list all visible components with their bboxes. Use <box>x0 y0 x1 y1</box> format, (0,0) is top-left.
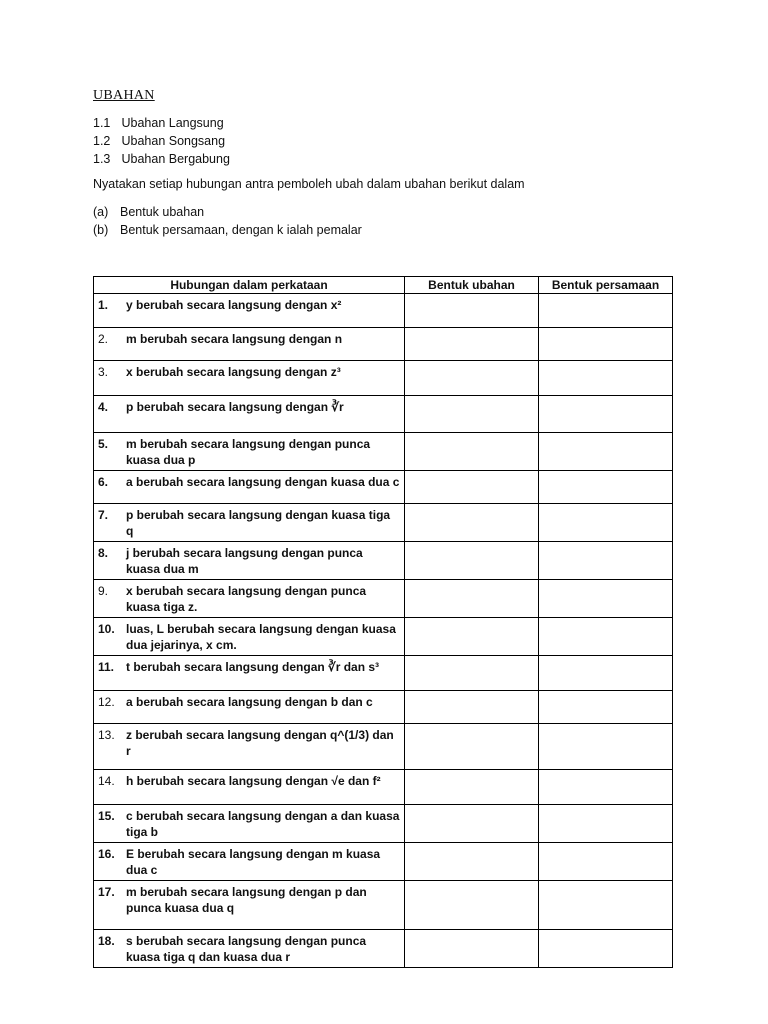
relation-text: x berubah secara langsung dengan z³ <box>126 365 341 379</box>
relation-text: E berubah secara langsung dengan m kuasa dua c <box>126 847 381 877</box>
relation-cell <box>94 471 405 504</box>
relation-cell <box>94 724 405 770</box>
relation-text: h berubah secara langsung dengan √e dan f² <box>126 774 381 788</box>
header-bentuk-persamaan: Bentuk persamaan <box>539 277 673 294</box>
row-number: 7. <box>98 508 109 522</box>
ubahan-cell[interactable] <box>405 471 539 504</box>
table-row <box>94 433 673 471</box>
relation-cell <box>94 656 405 691</box>
table-row <box>94 881 673 930</box>
persamaan-cell[interactable] <box>539 580 673 618</box>
row-number: 10. <box>98 622 115 636</box>
ubahan-cell[interactable] <box>405 618 539 656</box>
persamaan-cell[interactable] <box>539 656 673 691</box>
row-number: 1. <box>98 298 109 312</box>
persamaan-cell[interactable] <box>539 294 673 328</box>
ubahan-cell[interactable] <box>405 724 539 770</box>
ubahan-cell[interactable] <box>405 805 539 843</box>
row-number: 15. <box>98 809 115 823</box>
relation-text: m berubah secara langsung dengan punca kuasa dua p <box>126 437 371 467</box>
relation-cell <box>94 328 405 361</box>
row-number: 9. <box>98 584 109 598</box>
table-row <box>94 542 673 580</box>
ubahan-cell[interactable] <box>405 691 539 724</box>
row-number: 6. <box>98 475 109 489</box>
row-number: 14. <box>98 774 115 788</box>
table-row <box>94 396 673 433</box>
row-number: 8. <box>98 546 109 560</box>
ubahan-cell[interactable] <box>405 328 539 361</box>
relation-cell <box>94 843 405 881</box>
ubahan-cell[interactable] <box>405 542 539 580</box>
relation-text: y berubah secara langsung dengan x² <box>126 298 342 312</box>
relation-cell <box>94 580 405 618</box>
relation-cell <box>94 542 405 580</box>
header-hubungan: Hubungan dalam perkataan <box>94 277 405 294</box>
ubahan-cell[interactable] <box>405 504 539 542</box>
table-row <box>94 361 673 396</box>
relation-text: a berubah secara langsung dengan kuasa dua c <box>126 475 400 489</box>
relation-cell <box>94 396 405 433</box>
parts-list <box>93 203 362 239</box>
row-number: 18. <box>98 934 115 948</box>
relation-text: p berubah secara langsung dengan ∛r <box>126 400 344 414</box>
persamaan-cell[interactable] <box>539 542 673 580</box>
row-number: 17. <box>98 885 115 899</box>
table-row <box>94 770 673 805</box>
topic-item: 1.1 Ubahan Langsung <box>93 116 224 130</box>
relation-cell <box>94 504 405 542</box>
relation-text: a berubah secara langsung dengan b dan c <box>126 695 373 709</box>
row-number: 5. <box>98 437 109 451</box>
relation-cell <box>94 930 405 968</box>
table-row <box>94 294 673 328</box>
table-header-row <box>94 277 673 294</box>
persamaan-cell[interactable] <box>539 471 673 504</box>
relation-text: c berubah secara langsung dengan a dan kuasa tiga b <box>126 809 400 839</box>
relation-cell <box>94 805 405 843</box>
persamaan-cell[interactable] <box>539 396 673 433</box>
row-number: 13. <box>98 728 115 742</box>
page-title: UBAHAN <box>93 88 155 103</box>
relation-text: t berubah secara langsung dengan ∛r dan s³ <box>126 660 380 674</box>
relation-cell <box>94 618 405 656</box>
topic-item: 1.2 Ubahan Songsang <box>93 134 226 148</box>
relation-cell <box>94 691 405 724</box>
persamaan-cell[interactable] <box>539 618 673 656</box>
table-row <box>94 580 673 618</box>
ubahan-cell[interactable] <box>405 843 539 881</box>
header-bentuk-ubahan: Bentuk ubahan <box>405 277 539 294</box>
part-item: (a) Bentuk ubahan <box>93 205 205 219</box>
ubahan-cell[interactable] <box>405 770 539 805</box>
persamaan-cell[interactable] <box>539 881 673 930</box>
relation-text: z berubah secara langsung dengan q^(1/3) dan r <box>126 728 394 758</box>
table-row <box>94 504 673 542</box>
row-number: 3. <box>98 365 109 379</box>
persamaan-cell[interactable] <box>539 328 673 361</box>
persamaan-cell[interactable] <box>539 770 673 805</box>
persamaan-cell[interactable] <box>539 805 673 843</box>
relation-cell <box>94 294 405 328</box>
persamaan-cell[interactable] <box>539 930 673 968</box>
persamaan-cell[interactable] <box>539 433 673 471</box>
table-row <box>94 656 673 691</box>
relation-text: p berubah secara langsung dengan kuasa tiga q <box>126 508 391 538</box>
ubahan-cell[interactable] <box>405 656 539 691</box>
row-number: 12. <box>98 695 115 709</box>
table-row <box>94 930 673 968</box>
topic-item: 1.3 Ubahan Bergabung <box>93 152 230 166</box>
relation-text: luas, L berubah secara langsung dengan kuasa dua jejarinya, x cm. <box>126 622 396 652</box>
table-row <box>94 471 673 504</box>
table-row <box>94 843 673 881</box>
table-row <box>94 724 673 770</box>
row-number: 4. <box>98 400 109 414</box>
ubahan-cell[interactable] <box>405 881 539 930</box>
table-row <box>94 328 673 361</box>
persamaan-cell[interactable] <box>539 361 673 396</box>
relation-cell <box>94 433 405 471</box>
persamaan-cell[interactable] <box>539 724 673 770</box>
table-row <box>94 805 673 843</box>
part-item: (b) Bentuk persamaan, dengan k ialah pemalar <box>93 223 362 237</box>
row-number: 2. <box>98 332 109 346</box>
ubahan-cell[interactable] <box>405 396 539 433</box>
variation-table <box>93 276 673 968</box>
ubahan-cell[interactable] <box>405 294 539 328</box>
relation-cell <box>94 770 405 805</box>
persamaan-cell[interactable] <box>539 691 673 724</box>
ubahan-cell[interactable] <box>405 361 539 396</box>
persamaan-cell[interactable] <box>539 504 673 542</box>
row-number: 16. <box>98 847 115 861</box>
topic-list <box>93 114 230 168</box>
relation-cell <box>94 361 405 396</box>
relation-text: x berubah secara langsung dengan punca kuasa tiga z. <box>126 584 367 614</box>
relation-text: m berubah secara langsung dengan n <box>126 332 343 346</box>
ubahan-cell[interactable] <box>405 580 539 618</box>
row-number: 11. <box>98 660 115 674</box>
instruction-text: Nyatakan setiap hubungan antra pemboleh ubah dalam ubahan berikut dalam <box>93 177 525 191</box>
table-row <box>94 618 673 656</box>
ubahan-cell[interactable] <box>405 433 539 471</box>
relation-text: j berubah secara langsung dengan punca kuasa dua m <box>126 546 363 576</box>
ubahan-cell[interactable] <box>405 930 539 968</box>
relation-cell <box>94 881 405 930</box>
relation-text: m berubah secara langsung dengan p dan punca kuasa dua q <box>126 885 367 915</box>
relation-text: s berubah secara langsung dengan punca kuasa tiga q dan kuasa dua r <box>126 934 367 964</box>
table-row <box>94 691 673 724</box>
persamaan-cell[interactable] <box>539 843 673 881</box>
